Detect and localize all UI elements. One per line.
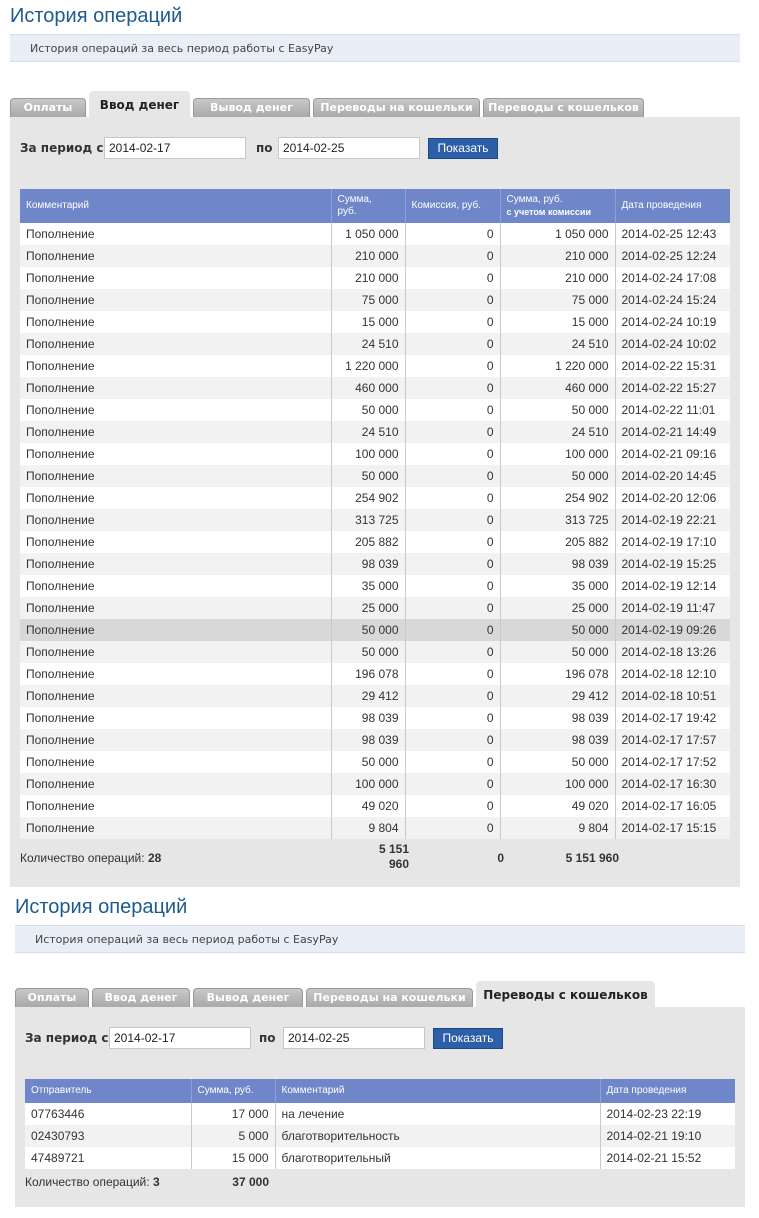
cell-comment: Пополнение — [20, 773, 331, 795]
cell-comment: Пополнение — [20, 267, 331, 289]
cell-comment: Пополнение — [20, 685, 331, 707]
cell-sum: 17 000 — [191, 1103, 275, 1125]
cell-comment: Пополнение — [20, 311, 331, 333]
total-sum — [331, 842, 409, 872]
cell-sum: 205 882 — [331, 531, 405, 553]
cell-date: 2014-02-18 10:51 — [615, 685, 730, 707]
cell-sum-with-fee: 24 510 — [500, 421, 615, 443]
operations-count-value: 3 — [152, 1175, 160, 1189]
cell-comment: Пополнение — [20, 487, 331, 509]
col-header-date: Дата проведения — [615, 189, 730, 223]
cell-date: 2014-02-24 17:08 — [621, 271, 717, 285]
table-row — [20, 289, 730, 311]
cell-comment: Пополнение — [20, 619, 331, 641]
cell-sum: 49 020 — [331, 795, 405, 817]
tab-transfers-from-wallets[interactable]: Переводы с кошельков — [476, 981, 655, 1007]
cell-sum: 100 000 — [331, 773, 405, 795]
cell-sum: 15 000 — [191, 1147, 275, 1169]
period-from-label: За период с — [25, 1031, 109, 1045]
col-header-sum-with-fee — [500, 189, 615, 223]
tab-bar — [15, 979, 745, 1007]
cell-date: 2014-02-19 11:47 — [615, 597, 730, 619]
tab-content — [15, 1007, 745, 1207]
cell-comment: Пополнение — [20, 575, 331, 597]
cell-sum-with-fee: 254 902 — [500, 487, 615, 509]
tab-content — [10, 117, 740, 887]
cell-date: 2014-02-17 17:52 — [621, 755, 717, 769]
cell-sum: 24 510 — [331, 421, 405, 443]
cell-fee: 0 — [405, 399, 500, 421]
cell-sum: 98 039 — [331, 707, 405, 729]
table-row — [20, 619, 730, 641]
cell-date: 2014-02-22 15:31 — [621, 359, 717, 373]
operations-count-label: Количество операций: — [20, 851, 145, 865]
cell-comment: Пополнение — [20, 751, 331, 773]
cell-sum-with-fee: 98 039 — [500, 707, 615, 729]
cell-sum-with-fee: 49 020 — [500, 795, 615, 817]
col-header-sum: Сумма, руб. — [191, 1079, 275, 1103]
cell-sum-with-fee: 100 000 — [500, 773, 615, 795]
table-row — [20, 707, 730, 729]
cell-sender: 07763446 — [25, 1103, 191, 1125]
tab-payments[interactable]: Оплаты — [15, 988, 89, 1007]
cell-date: 2014-02-25 12:24 — [615, 245, 730, 267]
cell-sum: 313 725 — [331, 509, 405, 531]
cell-comment: Пополнение — [20, 355, 331, 377]
totals-row — [25, 1175, 735, 1195]
cell-sum-with-fee: 196 078 — [500, 663, 615, 685]
cell-sum: 254 902 — [331, 487, 405, 509]
table-row — [20, 531, 730, 553]
cell-fee: 0 — [405, 443, 500, 465]
cell-sum-with-fee: 313 725 — [500, 509, 615, 531]
cell-comment: Пополнение — [20, 729, 331, 751]
deposits-table — [20, 189, 730, 839]
cell-date: 2014-02-18 13:26 — [615, 641, 730, 663]
cell-sum: 5 000 — [191, 1125, 275, 1147]
table-row — [20, 773, 730, 795]
cell-sum: 75 000 — [331, 289, 405, 311]
cell-fee: 0 — [405, 487, 500, 509]
cell-date: 2014-02-22 15:27 — [615, 377, 730, 399]
cell-date: 2014-02-17 16:30 — [615, 773, 730, 795]
cell-sum: 1 050 000 — [331, 223, 405, 245]
cell-comment: благотворительность — [275, 1125, 600, 1147]
table-row — [25, 1103, 735, 1125]
col-header-comment: Комментарий — [20, 189, 331, 223]
cell-date: 2014-02-19 12:14 — [621, 579, 717, 593]
cell-sum: 9 804 — [331, 817, 405, 839]
cell-comment: Пополнение — [20, 443, 331, 465]
page-title: История операций — [15, 896, 188, 918]
col-header-sum-with-fee-line1: Сумма, руб. — [506, 194, 563, 205]
cell-sum-with-fee: 9 804 — [500, 817, 615, 839]
cell-comment: благотворительный — [275, 1147, 600, 1169]
cell-sum-with-fee: 29 412 — [500, 685, 615, 707]
period-from-label: За период с — [20, 141, 104, 155]
cell-comment: Пополнение — [20, 795, 331, 817]
cell-date: 2014-02-24 10:19 — [621, 315, 717, 329]
period-filter — [25, 1027, 735, 1051]
col-header-sum — [331, 189, 405, 223]
cell-date: 2014-02-19 09:26 — [615, 619, 730, 641]
operations-history-wallet-transfers — [0, 893, 759, 1218]
cell-sum: 25 000 — [331, 597, 405, 619]
cell-sum-with-fee: 15 000 — [500, 311, 615, 333]
cell-date: 2014-02-18 12:10 — [621, 667, 717, 681]
show-button[interactable]: Показать — [428, 138, 498, 159]
cell-fee: 0 — [405, 465, 500, 487]
wallet-transfers-table — [25, 1079, 735, 1169]
col-header-sum-line2: руб. — [337, 206, 357, 217]
tab-transfers-to-wallets[interactable]: Переводы на кошельки — [306, 988, 473, 1007]
cell-fee: 0 — [405, 333, 500, 355]
cell-comment: Пополнение — [20, 223, 331, 245]
table-row — [20, 663, 730, 685]
cell-sum-with-fee: 460 000 — [500, 377, 615, 399]
cell-fee: 0 — [405, 509, 500, 531]
tab-bar — [10, 89, 740, 117]
cell-sum: 460 000 — [331, 377, 405, 399]
table-row — [20, 245, 730, 267]
cell-fee: 0 — [405, 619, 500, 641]
table-row — [20, 597, 730, 619]
cell-sum-with-fee: 205 882 — [500, 531, 615, 553]
operations-count — [20, 851, 161, 865]
cell-sum: 50 000 — [331, 399, 405, 421]
cell-sum: 210 000 — [331, 245, 405, 267]
total-sum-line1: 5 151 — [378, 842, 409, 856]
cell-fee: 0 — [405, 421, 500, 443]
table-row — [20, 377, 730, 399]
cell-comment: Пополнение — [20, 245, 331, 267]
tab-withdraw[interactable]: Вывод денег — [193, 98, 310, 117]
table-row — [20, 421, 730, 443]
cell-date: 2014-02-23 22:19 — [606, 1107, 702, 1121]
cell-date: 2014-02-21 15:52 — [606, 1151, 702, 1165]
table-row — [20, 487, 730, 509]
cell-fee: 0 — [405, 773, 500, 795]
tab-transfers-from-wallets[interactable]: Переводы с кошельков — [483, 98, 644, 117]
cell-date: 2014-02-17 15:15 — [615, 817, 730, 839]
cell-date: 2014-02-20 12:06 — [621, 491, 717, 505]
cell-date: 2014-02-21 09:16 — [621, 447, 717, 461]
cell-sum-with-fee: 1 050 000 — [500, 223, 615, 245]
period-from-input[interactable] — [109, 1027, 251, 1049]
cell-date: 2014-02-20 14:45 — [615, 465, 730, 487]
table-row — [25, 1147, 735, 1169]
cell-sum-with-fee: 210 000 — [500, 267, 615, 289]
operations-count — [25, 1175, 160, 1189]
cell-date: 2014-02-17 16:05 — [621, 799, 717, 813]
cell-comment: Пополнение — [20, 399, 331, 421]
cell-sum: 50 000 — [331, 619, 405, 641]
cell-date: 2014-02-24 15:24 — [615, 289, 730, 311]
tab-payments[interactable]: Оплаты — [10, 98, 86, 117]
cell-sum-with-fee: 50 000 — [500, 619, 615, 641]
cell-sum-with-fee: 75 000 — [500, 289, 615, 311]
table-row — [20, 795, 730, 817]
page-subtitle: История операций за весь период работы с EasyPay — [10, 34, 740, 62]
cell-sum: 50 000 — [331, 641, 405, 663]
period-to-input[interactable] — [283, 1027, 425, 1049]
cell-sum-with-fee: 210 000 — [500, 245, 615, 267]
cell-comment: Пополнение — [20, 421, 331, 443]
page-subtitle: История операций за весь период работы с EasyPay — [15, 925, 745, 953]
cell-fee: 0 — [405, 245, 500, 267]
cell-fee: 0 — [405, 707, 500, 729]
table-row — [20, 817, 730, 839]
cell-sum: 50 000 — [331, 465, 405, 487]
cell-sum-with-fee: 50 000 — [500, 399, 615, 421]
table-row — [20, 575, 730, 597]
cell-sum-with-fee: 50 000 — [500, 751, 615, 773]
cell-fee: 0 — [405, 267, 500, 289]
table-row — [20, 465, 730, 487]
table-row — [20, 267, 730, 289]
cell-fee: 0 — [405, 729, 500, 751]
cell-fee: 0 — [405, 575, 500, 597]
cell-date: 2014-02-21 14:49 — [615, 421, 730, 443]
cell-comment: Пополнение — [20, 509, 331, 531]
col-header-fee: Комиссия, руб. — [405, 189, 500, 223]
period-to-label: по — [256, 141, 273, 155]
col-header-sum-line1: Сумма, — [337, 194, 372, 205]
cell-fee: 0 — [405, 597, 500, 619]
page-title: История операций — [10, 5, 183, 27]
period-from-input[interactable] — [104, 137, 246, 159]
cell-fee: 0 — [405, 311, 500, 333]
cell-sum-with-fee: 1 220 000 — [500, 355, 615, 377]
cell-sum: 98 039 — [331, 553, 405, 575]
cell-date: 2014-02-25 12:43 — [621, 227, 717, 241]
wallet-transfers-table-body — [25, 1103, 735, 1169]
tab-transfers-to-wallets[interactable]: Переводы на кошельки — [313, 98, 480, 117]
col-header-sum-with-fee-line2: с учетом комиссии — [506, 207, 591, 217]
period-to-label: по — [259, 1031, 276, 1045]
cell-comment: Пополнение — [20, 377, 331, 399]
cell-sum: 50 000 — [331, 751, 405, 773]
operations-count-value: 28 — [147, 851, 162, 865]
cell-fee: 0 — [405, 817, 500, 839]
totals-row — [20, 842, 730, 878]
cell-sum-with-fee: 100 000 — [500, 443, 615, 465]
table-row — [25, 1125, 735, 1147]
cell-sum: 35 000 — [331, 575, 405, 597]
table-row — [20, 685, 730, 707]
table-row — [20, 399, 730, 421]
deposits-table-body — [20, 223, 730, 839]
cell-sum: 210 000 — [331, 267, 405, 289]
cell-sum: 15 000 — [331, 311, 405, 333]
show-button[interactable]: Показать — [433, 1028, 503, 1049]
cell-fee: 0 — [405, 377, 500, 399]
table-row — [20, 553, 730, 575]
cell-fee: 0 — [405, 641, 500, 663]
tab-deposit[interactable]: Ввод денег — [92, 988, 190, 1007]
cell-comment: на лечение — [275, 1103, 600, 1125]
operations-count-label: Количество операций: — [25, 1175, 150, 1189]
table-row — [20, 333, 730, 355]
cell-fee: 0 — [405, 223, 500, 245]
table-row — [20, 729, 730, 751]
cell-fee: 0 — [405, 531, 500, 553]
cell-sum-with-fee: 24 510 — [500, 333, 615, 355]
table-row — [20, 223, 730, 245]
cell-sum: 98 039 — [331, 729, 405, 751]
cell-comment: Пополнение — [20, 597, 331, 619]
tab-withdraw[interactable]: Вывод денег — [193, 988, 303, 1007]
cell-sum-with-fee: 98 039 — [500, 729, 615, 751]
tab-deposit[interactable]: Ввод денег — [89, 91, 190, 117]
cell-fee: 0 — [405, 685, 500, 707]
cell-date: 2014-02-21 19:10 — [600, 1125, 735, 1147]
cell-comment: Пополнение — [20, 465, 331, 487]
cell-fee: 0 — [405, 355, 500, 377]
cell-fee: 0 — [405, 553, 500, 575]
cell-sum-with-fee: 25 000 — [500, 597, 615, 619]
cell-comment: Пополнение — [20, 707, 331, 729]
table-row — [20, 751, 730, 773]
cell-fee: 0 — [405, 751, 500, 773]
cell-date: 2014-02-24 10:02 — [615, 333, 730, 355]
cell-sum: 196 078 — [331, 663, 405, 685]
table-row — [20, 509, 730, 531]
col-header-date: Дата проведения — [600, 1079, 735, 1103]
cell-fee: 0 — [405, 663, 500, 685]
cell-date: 2014-02-17 17:57 — [615, 729, 730, 751]
cell-sum-with-fee: 50 000 — [500, 641, 615, 663]
period-filter — [20, 137, 730, 161]
cell-comment: Пополнение — [20, 641, 331, 663]
cell-date: 2014-02-19 17:10 — [621, 535, 717, 549]
cell-sum: 1 220 000 — [331, 355, 405, 377]
cell-sum: 29 412 — [331, 685, 405, 707]
cell-date: 2014-02-17 19:42 — [621, 711, 717, 725]
period-to-input[interactable] — [278, 137, 420, 159]
cell-sum-with-fee: 35 000 — [500, 575, 615, 597]
total-sum-with-fee: 5 151 960 — [565, 851, 619, 865]
total-sum-line2: 960 — [388, 857, 409, 871]
cell-comment: Пополнение — [20, 663, 331, 685]
cell-comment: Пополнение — [20, 817, 331, 839]
cell-date: 2014-02-22 11:01 — [621, 403, 716, 417]
table-row — [20, 311, 730, 333]
cell-sum: 100 000 — [331, 443, 405, 465]
cell-date: 2014-02-19 15:25 — [615, 553, 730, 575]
cell-sender: 47489721 — [25, 1147, 191, 1169]
cell-comment: Пополнение — [20, 333, 331, 355]
col-header-sender: Отправитель — [25, 1079, 191, 1103]
cell-comment: Пополнение — [20, 531, 331, 553]
cell-comment: Пополнение — [20, 553, 331, 575]
col-header-comment: Комментарий — [275, 1079, 600, 1103]
cell-fee: 0 — [405, 289, 500, 311]
cell-sender: 02430793 — [25, 1125, 191, 1147]
cell-sum-with-fee: 98 039 — [500, 553, 615, 575]
cell-comment: Пополнение — [20, 289, 331, 311]
table-row — [20, 355, 730, 377]
cell-sum-with-fee: 50 000 — [500, 465, 615, 487]
table-row — [20, 443, 730, 465]
total-fee: 0 — [497, 851, 504, 865]
cell-fee: 0 — [405, 795, 500, 817]
cell-sum: 24 510 — [331, 333, 405, 355]
cell-date: 2014-02-19 22:21 — [615, 509, 730, 531]
total-sum: 37 000 — [232, 1175, 269, 1189]
table-row — [20, 641, 730, 663]
